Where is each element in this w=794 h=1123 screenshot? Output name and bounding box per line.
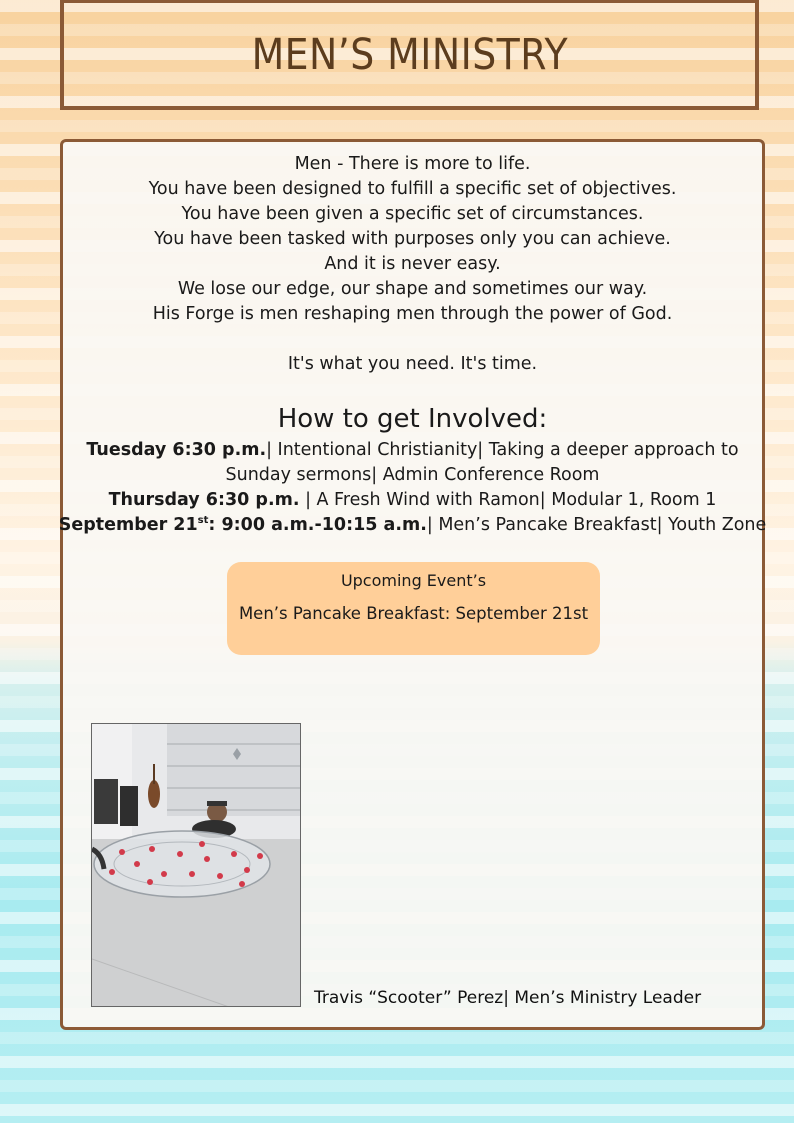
schedule-tuesday <box>57 438 768 463</box>
upcoming-event-item: Men’s Pancake Breakfast: September 21st <box>238 604 589 623</box>
content-card <box>60 139 765 1030</box>
schedule-thursday <box>57 488 768 513</box>
schedule-tuesday-cont: Sunday sermons| Admin Conference Room <box>225 465 600 485</box>
upcoming-event-title: Upcoming Event’s <box>340 571 487 590</box>
schedule-time: Tuesday 6:30 p.m. <box>86 440 267 460</box>
title-banner <box>60 0 759 110</box>
schedule-time: Thursday 6:30 p.m. <box>108 490 300 510</box>
intro-line: His Forge is men reshaping men through the power of God. <box>152 304 673 324</box>
leader-caption: Travis “Scooter” Perez| Men’s Ministry Leader <box>314 988 702 1008</box>
page-title: MEN’S MINISTRY <box>251 29 568 80</box>
intro-text <box>63 152 762 377</box>
involved-heading: How to get Involved: <box>277 404 548 434</box>
intro-line: You have been tasked with purposes only you can achieve. <box>154 229 671 249</box>
intro-closing: It's what you need. It's time. <box>287 354 538 374</box>
schedule-detail: | Men’s Pancake Breakfast| Youth Zone <box>426 515 767 535</box>
schedule-date: September 21st: 9:00 a.m.-10:15 a.m. <box>58 515 427 535</box>
upcoming-event-box <box>227 562 600 655</box>
schedule-september <box>57 513 768 538</box>
intro-line: And it is never easy. <box>324 254 501 274</box>
leader-photo <box>91 723 301 1007</box>
intro-line: You have been given a specific set of circumstances. <box>181 204 644 224</box>
intro-line: You have been designed to fulfill a specific set of objectives. <box>148 179 677 199</box>
schedule-list <box>57 438 768 538</box>
intro-line: Men - There is more to life. <box>294 154 531 174</box>
intro-line: We lose our edge, our shape and sometimes our way. <box>177 279 648 299</box>
schedule-detail: | Intentional Christianity| Taking a deeper approach to <box>266 440 739 460</box>
schedule-detail: | A Fresh Wind with Ramon| Modular 1, Room 1 <box>299 490 717 510</box>
